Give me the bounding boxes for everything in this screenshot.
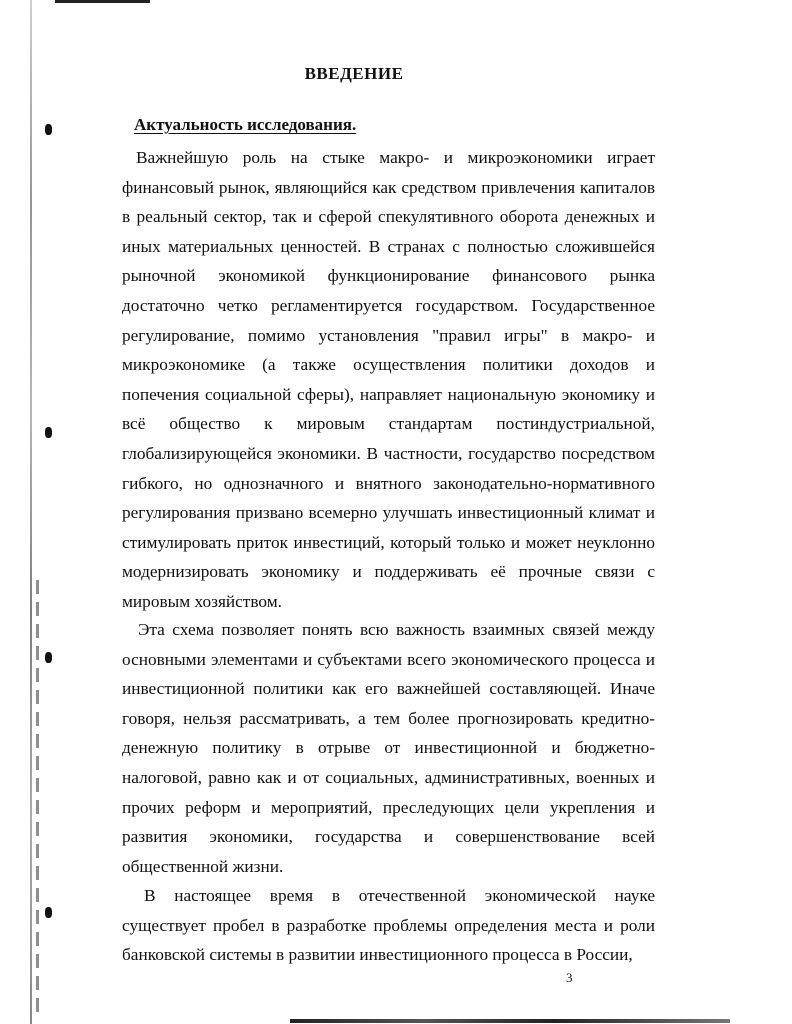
- page-title: ВВЕДЕНИЕ: [304, 64, 404, 83]
- binding-hole-mark: [45, 907, 52, 918]
- scan-binding-edge: [30, 0, 32, 1024]
- binding-hole-mark: [45, 427, 52, 438]
- scan-artifact-bottom: [290, 1019, 730, 1023]
- section-heading: Актуальность исследования.: [134, 115, 357, 134]
- binding-hole-mark: [45, 652, 52, 663]
- scan-binding-edge-lower: [36, 580, 39, 1020]
- scan-artifact-top: [55, 0, 150, 3]
- paragraph-current-state: В настоящее время в отечественной экономической науке существует пробел в разработке проблемы определения места и роли банковской системы в развитии инвестиционного процесса в России,: [122, 886, 655, 965]
- paragraph-relevance: Важнейшую роль на стыке макро- и микроэкономики играет финансовый рынок, являющийся как средством привлечения капиталов в реальный сектор, так и сферой спекулятивного оборота денежных и иных материальных ценностей. В странах с полностью сложившейся рыночной экономикой функционирование финансового рынка достаточно четко регламентируется государством. Государственное регулирование, помимо установления "правил игры" в макро- и микроэкономике (а также осуществления политики доходов и попечения социальной сферы), направляет национальную экономику и всё общество к мировым стандартам постиндустриальной, глобализирующейся экономики. В частности, государство посредством гибкого, но однозначного и внятного законодательно-нормативного регулирования призвано всемерно улучшать инвестиционный климат и стимулировать приток инвестиций, который только и может неуклонно модернизировать экономику и поддерживать её прочные связи с мировым хозяйством.: [122, 148, 655, 611]
- page-number: 3: [566, 970, 573, 985]
- paragraph-scheme: Эта схема позволяет понять всю важность взаимных связей между основными элементами и субъектами всего экономического процесса и инвестиционной политики как его важнейшей составляющей. Иначе говоря, нельзя рассматривать, а тем более прогнозировать кредитно-денежную политику в отрыве от инвестиционной и бюджетно-налоговой, равно как и от социальных, административных, военных и прочих реформ и мероприятий, преследующих цели укрепления и развития экономики, государства и совершенствование всей общественной жизни.: [122, 620, 655, 876]
- binding-hole-mark: [45, 124, 52, 135]
